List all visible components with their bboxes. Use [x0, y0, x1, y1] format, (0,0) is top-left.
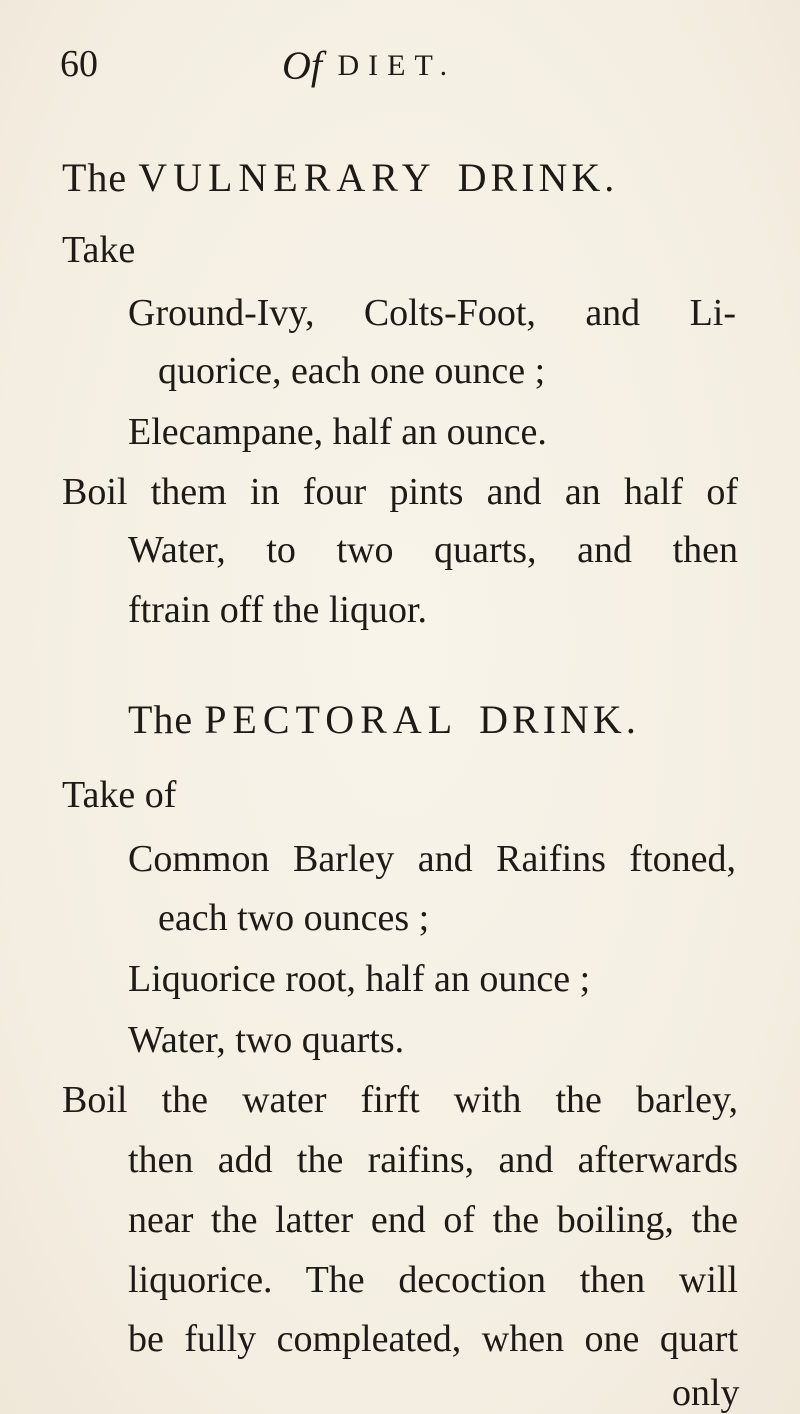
running-title-of: Of [282, 43, 322, 88]
heading-drink: DRINK. [479, 697, 640, 742]
directions-line: near the latter end of the boiling, the [128, 1199, 738, 1241]
directions-line: Water, to two quarts, and then [128, 529, 738, 571]
ingredient-line: Water, two quarts. [128, 1019, 405, 1061]
heading-the: The [62, 155, 128, 200]
directions-line: ftrain off the liquor. [128, 589, 428, 631]
recipe-take: Take [62, 229, 136, 271]
section-heading-pectoral [128, 697, 640, 742]
ingredient-line: Ground-Ivy, Colts-Foot, and Li- [128, 292, 736, 334]
running-title-word: DIET. [337, 49, 457, 82]
recipe-take: Take of [62, 774, 177, 816]
heading-title-word: VULNERARY [138, 155, 437, 200]
heading-the: The [128, 697, 194, 742]
directions-line: Boil the water firft with the barley, [62, 1079, 738, 1121]
ingredient-line: each two ounces ; [158, 897, 430, 939]
running-title [282, 42, 456, 89]
ingredient-line: Common Barley and Raifins ftoned, [128, 838, 736, 880]
page-number: 60 [60, 43, 98, 85]
directions-line: be fully compleated, when one quart [128, 1318, 738, 1360]
heading-title-word: PECTORAL [204, 697, 459, 742]
ingredient-line: quorice, each one ounce ; [158, 350, 546, 392]
catchword: only [672, 1372, 740, 1414]
directions-line: Boil them in four pints and an half of [62, 471, 738, 513]
directions-line: then add the raifins, and afterwards [128, 1139, 738, 1181]
ingredient-line: Elecampane, half an ounce. [128, 411, 547, 453]
section-heading-vulnerary [62, 155, 619, 200]
page-header [60, 42, 740, 102]
heading-drink: DRINK. [457, 155, 619, 200]
directions-line: liquorice. The decoction then will [128, 1259, 738, 1301]
ingredient-line: Liquorice root, half an ounce ; [128, 958, 591, 1000]
